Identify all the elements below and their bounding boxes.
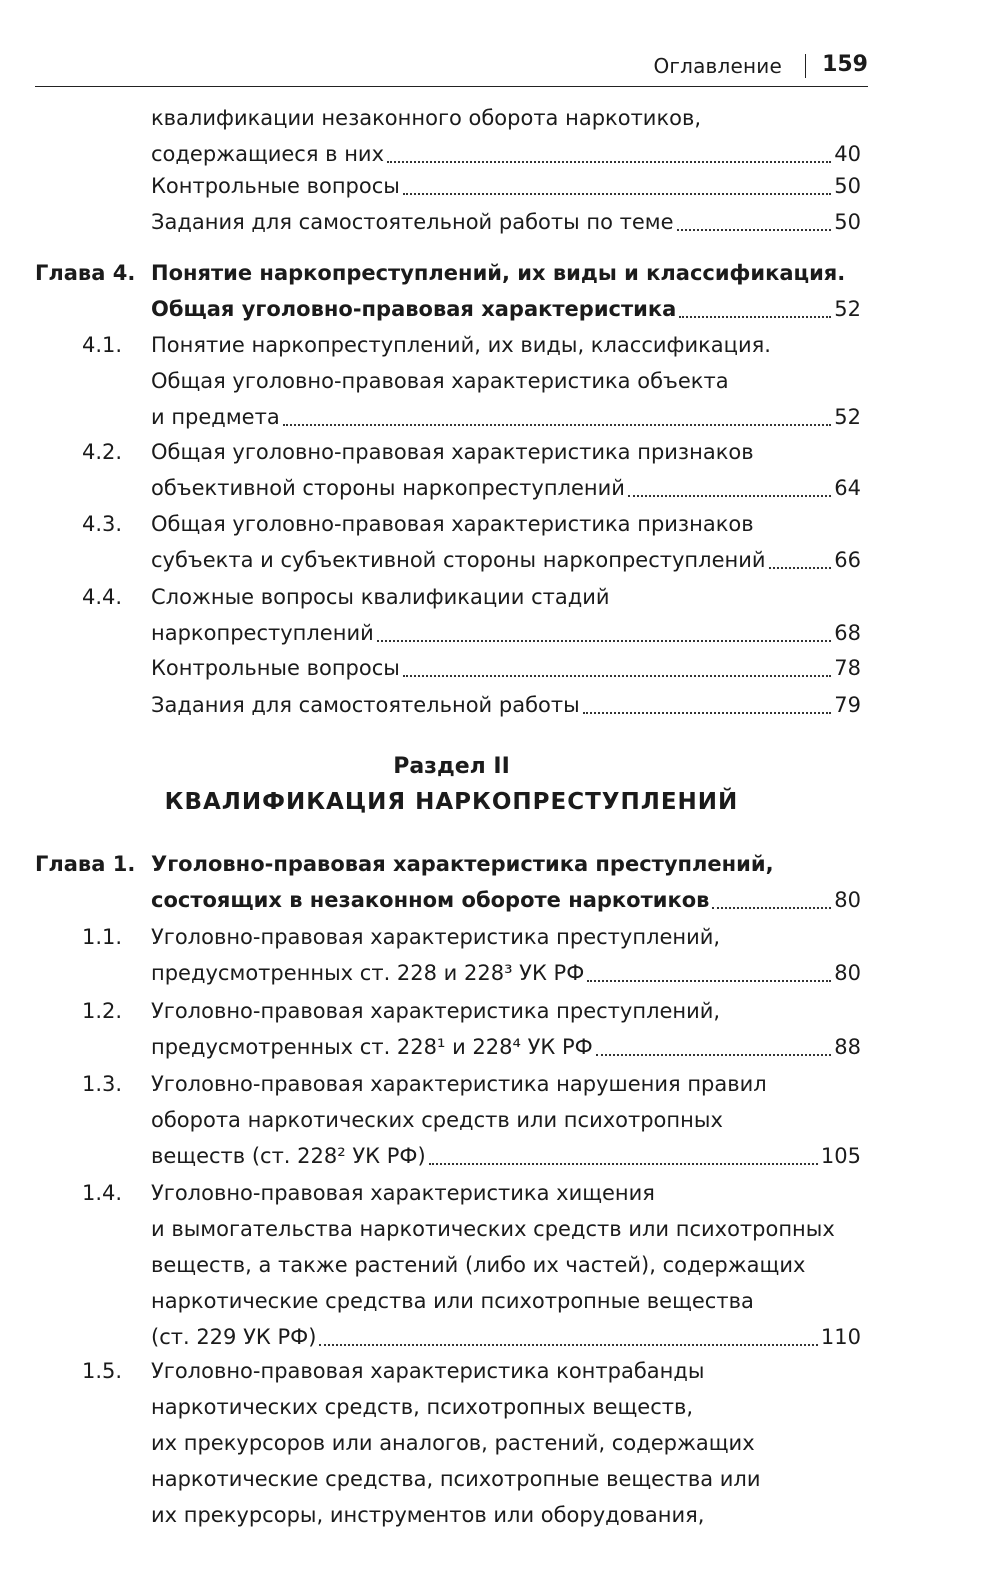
toc-text: субъекта и субъективной стороны наркопреступлений [151,548,766,572]
toc-line: наркотические средства или психотропные вещества [151,1289,754,1313]
toc-line: наркотические средства, психотропные вещества или [151,1467,761,1491]
toc-text: и предмета [151,405,280,429]
toc-line: Общая уголовно-правовая характеристика признаков [151,440,754,464]
toc-text: Задания для самостоятельной работы [151,693,580,717]
toc-leader-line [151,1319,861,1355]
toc-line: Понятие наркопреступлений, их виды и классификация. [151,261,846,285]
toc-page: 64 [834,476,861,500]
dot-leader [587,946,831,982]
toc-line: Понятие наркопреступлений, их виды, классификация. [151,333,771,357]
toc-line: Общая уголовно-правовая характеристика признаков [151,512,754,536]
toc-line: наркотических средств, психотропных веществ, [151,1395,694,1419]
toc-page: 66 [834,548,861,572]
toc-line: Уголовно-правовая характеристика преступлений, [151,925,721,949]
toc-page: 110 [820,1325,861,1349]
toc-text: состоящих в незаконном обороте наркотиков [151,888,710,912]
running-header [35,46,868,87]
toc-text: объективной стороны наркопреступлений [151,476,625,500]
toc-line: веществ, а также растений (либо их частей), содержащих [151,1253,806,1277]
dot-leader [377,606,832,642]
toc-text: предусмотренных ст. 228¹ и 228⁴ УК РФ [151,1035,593,1059]
header-separator [805,54,807,78]
toc-line: Сложные вопросы квалификации стадий [151,585,610,609]
toc-page: 40 [834,142,861,166]
section-label: 4.1. [82,333,123,357]
toc-page: 78 [834,656,861,680]
section-number: Раздел II [393,754,510,779]
toc-page: 88 [834,1035,861,1059]
dot-leader [403,159,831,195]
dot-leader [679,282,831,318]
dot-leader [583,678,832,714]
toc-text: предусмотренных ст. 228 и 228³ УК РФ [151,961,585,985]
toc-text: веществ (ст. 228² УК РФ) [151,1144,426,1168]
toc-line: Уголовно-правовая характеристика контрабанды [151,1359,705,1383]
section-label: 1.4. [82,1181,123,1205]
toc-leader-line [151,204,861,240]
section-label: 4.2. [82,440,123,464]
toc-page: 50 [834,210,861,234]
toc-text: наркопреступлений [151,621,374,645]
toc-leader-line [151,399,861,435]
dot-leader [403,641,831,677]
page-number: 159 [822,52,868,77]
section-heading [35,750,868,820]
toc-page: 68 [834,621,861,645]
section-label: 1.3. [82,1072,123,1096]
section-label: 1.5. [82,1359,123,1383]
toc-text: содержащиеся в них [151,142,385,166]
toc-page: 79 [834,693,861,717]
toc-line: квалификации незаконного оборота наркотиков, [151,106,702,130]
dot-leader [769,533,832,569]
toc-line: Уголовно-правовая характеристика нарушения правил [151,1072,767,1096]
toc-line: Общая уголовно-правовая характеристика объекта [151,369,729,393]
toc-page: 80 [834,888,861,912]
toc-page: 52 [834,405,861,429]
dot-leader [429,1129,818,1165]
section-label: 4.3. [82,512,123,536]
dot-leader [677,195,832,231]
toc-line: их прекурсоров или аналогов, растений, содержащих [151,1431,755,1455]
chapter-label: Глава 1. [35,852,136,876]
toc-text: Контрольные вопросы [151,656,400,680]
toc-line: Уголовно-правовая характеристика преступлений, [151,852,774,876]
toc-leader-line [151,1138,861,1174]
toc-leader-line [151,542,861,578]
toc-text: Контрольные вопросы [151,174,400,198]
toc-page: 50 [834,174,861,198]
toc-leader-line [151,291,861,327]
dot-leader [712,873,831,909]
section-label: 4.4. [82,585,123,609]
toc-line: Уголовно-правовая характеристика преступлений, [151,999,721,1023]
header-title: Оглавление [653,54,782,78]
toc-line: Уголовно-правовая характеристика хищения [151,1181,655,1205]
section-label: 1.1. [82,925,123,949]
toc-leader-line [151,882,861,918]
toc-leader-line [151,955,861,991]
toc-page: 52 [834,297,861,321]
section-label: 1.2. [82,999,123,1023]
toc-page: 105 [820,1144,861,1168]
toc-leader-line [151,687,861,723]
dot-leader [319,1310,818,1346]
dot-leader [387,127,831,163]
dot-leader [596,1020,832,1056]
dot-leader [628,461,831,497]
toc-leader-line [151,1029,861,1065]
dot-leader [283,390,832,426]
toc-page: 80 [834,961,861,985]
chapter-label: Глава 4. [35,261,136,285]
toc-line: и вымогательства наркотических средств или психотропных [151,1217,835,1241]
toc-text: (ст. 229 УК РФ) [151,1325,317,1349]
toc-leader-line [151,470,861,506]
toc-line: оборота наркотических средств или психотропных [151,1108,723,1132]
section-title: КВАЛИФИКАЦИЯ НАРКОПРЕСТУПЛЕНИЙ [164,789,739,815]
toc-line: их прекурсоры, инструментов или оборудования, [151,1503,705,1527]
toc-text: Общая уголовно-правовая характеристика [151,297,677,321]
toc-text: Задания для самостоятельной работы по теме [151,210,674,234]
